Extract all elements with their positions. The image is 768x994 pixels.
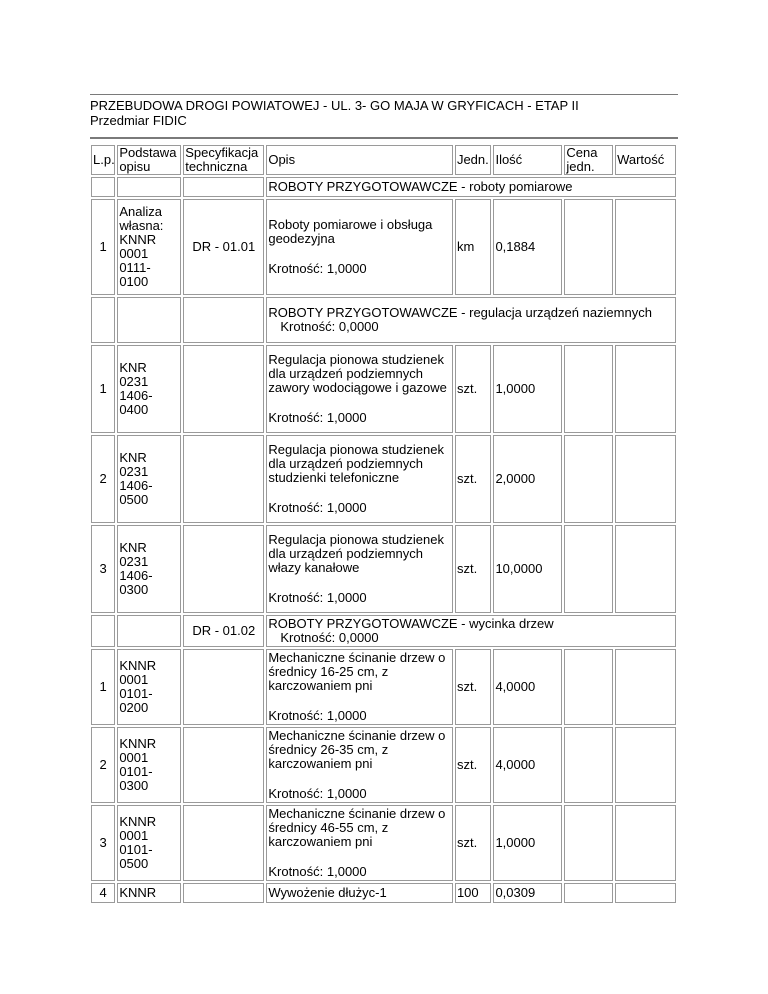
item-jedn: szt. xyxy=(455,525,492,613)
item-podstawa: KNR 0231 1406-0500 xyxy=(117,435,181,523)
header-lp: L.p. xyxy=(91,145,115,175)
table-row xyxy=(91,883,676,903)
item-lp: 1 xyxy=(91,199,115,295)
item-wartosc xyxy=(615,435,676,523)
item-opis: Regulacja pionowa studzienek dla urządzeń podziemnych włazy kanałowe xyxy=(268,532,444,575)
section-title: ROBOTY PRZYGOTOWAWCZE - regulacja urządzeń naziemnych xyxy=(268,305,652,320)
item-opis: Regulacja pionowa studzienek dla urządzeń podziemnych zawory wodociągowe i gazowe xyxy=(268,352,447,395)
table-row xyxy=(91,199,676,295)
item-jedn: szt. xyxy=(455,435,492,523)
header-rule xyxy=(90,137,678,139)
item-spec xyxy=(183,883,264,903)
item-lp: 2 xyxy=(91,435,115,523)
item-cena xyxy=(564,199,613,295)
table-row xyxy=(91,345,676,433)
item-spec xyxy=(183,805,264,881)
item-cena xyxy=(564,649,613,725)
item-ilosc: 0,0309 xyxy=(493,883,562,903)
item-spec xyxy=(183,435,264,523)
header-opis: Opis xyxy=(266,145,453,175)
item-podstawa: KNNR 0001 0101-0500 xyxy=(117,805,181,881)
item-podstawa: KNNR 0001 0101-0200 xyxy=(117,649,181,725)
item-cena xyxy=(564,525,613,613)
item-krotnosc: Krotność: 1,0000 xyxy=(268,864,367,879)
section-title-cell xyxy=(266,297,676,343)
item-krotnosc: Krotność: 1,0000 xyxy=(268,786,367,801)
item-jedn: szt. xyxy=(455,805,492,881)
item-opis: Mechaniczne ścinanie drzew o średnicy 16-25 cm, z karczowaniem pni xyxy=(268,650,446,693)
header-ilosc: Ilość xyxy=(493,145,562,175)
item-ilosc: 10,0000 xyxy=(493,525,562,613)
document-subtitle: Przedmiar FIDIC xyxy=(90,113,187,128)
item-wartosc xyxy=(615,649,676,725)
item-opis-cell xyxy=(266,805,453,881)
item-wartosc xyxy=(615,805,676,881)
item-krotnosc: Krotność: 1,0000 xyxy=(268,708,367,723)
item-opis-cell xyxy=(266,525,453,613)
item-podstawa: KNNR xyxy=(117,883,181,903)
item-cena xyxy=(564,883,613,903)
section-krotnosc: Krotność: 0,0000 xyxy=(280,630,379,645)
item-opis-cell xyxy=(266,435,453,523)
item-ilosc: 1,0000 xyxy=(493,805,562,881)
section-title: ROBOTY PRZYGOTOWAWCZE - wycinka drzew xyxy=(268,616,554,631)
document-header xyxy=(90,98,579,128)
item-lp: 3 xyxy=(91,805,115,881)
document-title: PRZEBUDOWA DROGI POWIATOWEJ - UL. 3- GO MAJA W GRYFICACH - ETAP II xyxy=(90,98,579,113)
item-wartosc xyxy=(615,883,676,903)
item-krotnosc: Krotność: 1,0000 xyxy=(268,261,367,276)
item-opis: Roboty pomiarowe i obsługa geodezyjna xyxy=(268,217,433,246)
item-jedn: szt. xyxy=(455,649,492,725)
item-opis: Mechaniczne ścinanie drzew o średnicy 26-35 cm, z karczowaniem pni xyxy=(268,728,446,771)
item-opis: Wywożenie dłużyc-1 xyxy=(266,883,453,903)
item-lp: 1 xyxy=(91,345,115,433)
item-krotnosc: Krotność: 1,0000 xyxy=(268,590,367,605)
item-lp: 3 xyxy=(91,525,115,613)
item-jedn: szt. xyxy=(455,727,492,803)
item-podstawa: KNNR 0001 0101-0300 xyxy=(117,727,181,803)
item-podstawa: KNR 0231 1406-0400 xyxy=(117,345,181,433)
item-ilosc: 4,0000 xyxy=(493,727,562,803)
header-cena: Cena jedn. xyxy=(564,145,613,175)
table-row xyxy=(91,649,676,725)
item-opis-cell xyxy=(266,199,453,295)
bill-of-quantities-table xyxy=(89,143,678,905)
table-row xyxy=(91,727,676,803)
item-jedn: km xyxy=(455,199,492,295)
item-cena xyxy=(564,345,613,433)
item-jedn: szt. xyxy=(455,345,492,433)
item-lp: 4 xyxy=(91,883,115,903)
item-ilosc: 4,0000 xyxy=(493,649,562,725)
item-ilosc: 2,0000 xyxy=(493,435,562,523)
item-wartosc xyxy=(615,727,676,803)
item-podstawa: KNR 0231 1406-0300 xyxy=(117,525,181,613)
section-krotnosc: Krotność: 0,0000 xyxy=(280,319,379,334)
section-spec: DR - 01.02 xyxy=(183,615,264,647)
item-wartosc xyxy=(615,345,676,433)
section-row xyxy=(91,615,676,647)
table-row xyxy=(91,435,676,523)
item-opis: Regulacja pionowa studzienek dla urządzeń podziemnych studzienki telefoniczne xyxy=(268,442,444,485)
item-lp: 1 xyxy=(91,649,115,725)
item-podstawa: Analiza własna: KNNR 0001 0111-0100 xyxy=(117,199,181,295)
section-title: ROBOTY PRZYGOTOWAWCZE - roboty pomiarowe xyxy=(266,177,676,197)
header-jedn: Jedn. xyxy=(455,145,492,175)
item-opis: Mechaniczne ścinanie drzew o średnicy 46-55 cm, z karczowaniem pni xyxy=(268,806,446,849)
item-spec xyxy=(183,649,264,725)
item-wartosc xyxy=(615,199,676,295)
item-spec xyxy=(183,727,264,803)
item-wartosc xyxy=(615,525,676,613)
item-spec xyxy=(183,345,264,433)
item-krotnosc: Krotność: 1,0000 xyxy=(268,410,367,425)
item-ilosc: 1,0000 xyxy=(493,345,562,433)
section-title-cell xyxy=(266,615,676,647)
table-row xyxy=(91,525,676,613)
item-spec: DR - 01.01 xyxy=(183,199,264,295)
section-row xyxy=(91,297,676,343)
item-cena xyxy=(564,805,613,881)
item-jedn: 100 xyxy=(455,883,492,903)
header-specyfikacja: Specyfikacja techniczna xyxy=(183,145,264,175)
item-spec xyxy=(183,525,264,613)
top-rule xyxy=(90,94,678,95)
item-ilosc: 0,1884 xyxy=(493,199,562,295)
item-opis-cell xyxy=(266,727,453,803)
item-cena xyxy=(564,727,613,803)
item-cena xyxy=(564,435,613,523)
item-opis-cell xyxy=(266,649,453,725)
item-opis-cell xyxy=(266,345,453,433)
table-row xyxy=(91,805,676,881)
section-row xyxy=(91,177,676,197)
item-krotnosc: Krotność: 1,0000 xyxy=(268,500,367,515)
header-wartosc: Wartość xyxy=(615,145,676,175)
header-podstawa: Podstawa opisu xyxy=(117,145,181,175)
item-lp: 2 xyxy=(91,727,115,803)
header-row xyxy=(91,145,676,175)
